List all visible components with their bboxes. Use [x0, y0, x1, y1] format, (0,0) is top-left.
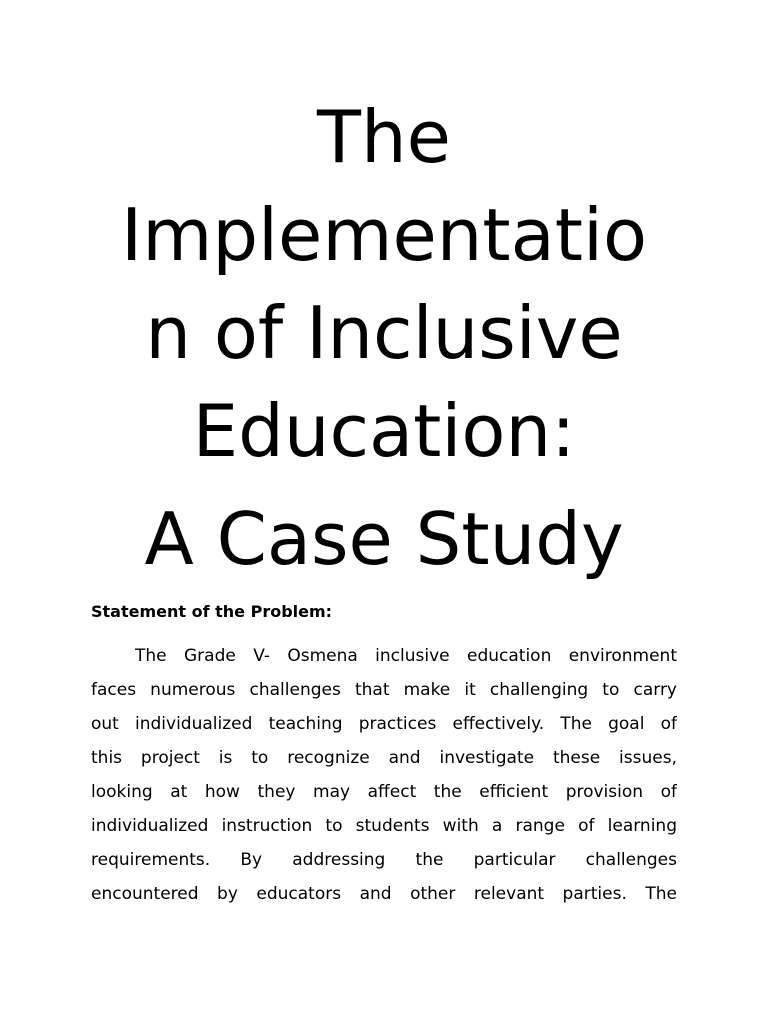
body-line-8: encountered by educators and other relevant parties. The	[91, 884, 677, 904]
body-line-3: out individualized teaching practices effectively. The goal of	[91, 714, 677, 734]
section-heading: Statement of the Problem:	[91, 602, 333, 621]
title-line-4: Education:	[192, 389, 576, 473]
body-line-4: this project is to recognize and investigate these issues,	[91, 748, 677, 768]
document-title	[60, 88, 708, 588]
title-line-3: n of Inclusive	[145, 291, 623, 375]
body-paragraph	[91, 639, 677, 911]
document-subtitle: A Case Study	[144, 497, 624, 581]
body-line-6: individualized instruction to students with a range of learning	[91, 816, 677, 836]
body-line-7: requirements. By addressing the particular challenges	[91, 850, 677, 870]
body-line-2: faces numerous challenges that make it challenging to carry	[91, 680, 677, 700]
title-line-2: Implementatio	[120, 193, 648, 277]
body-line-1: The Grade V- Osmena inclusive education environment	[135, 646, 677, 666]
title-line-1: The	[317, 95, 451, 179]
body-line-5: looking at how they may affect the efficient provision of	[91, 782, 677, 802]
